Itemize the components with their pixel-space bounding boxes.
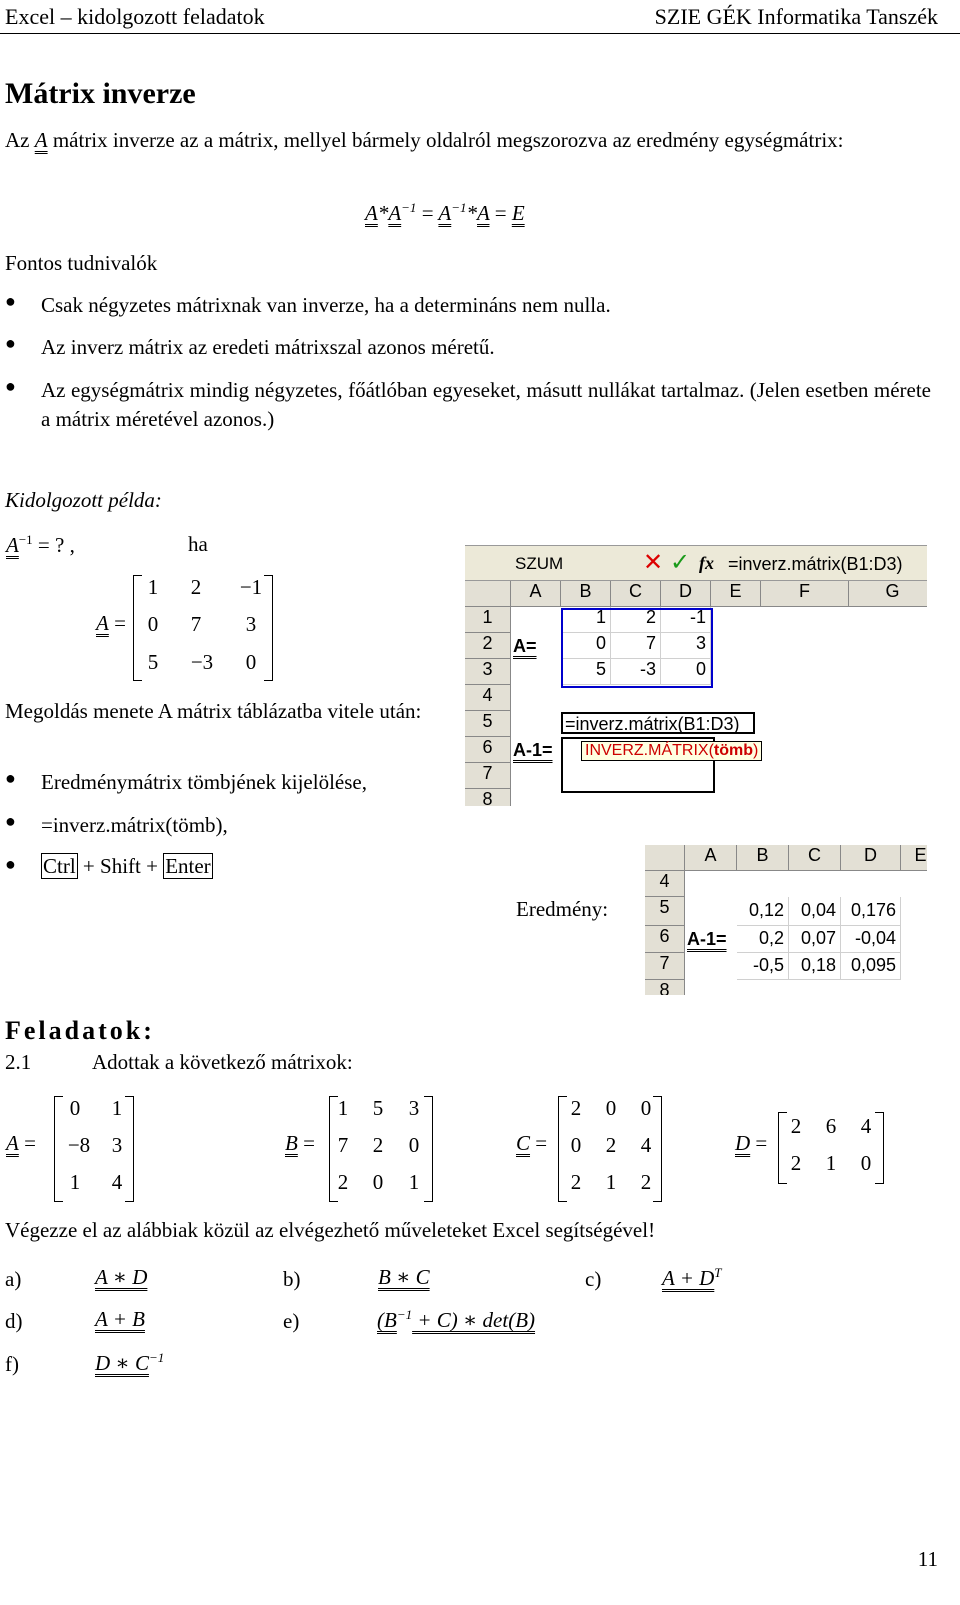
matrix-cell: 4: [640, 1133, 652, 1157]
matrix-cell: 2: [372, 1133, 384, 1157]
keys-middle: + Shift +: [77, 854, 164, 878]
task-matrix-b-name: B: [285, 1131, 298, 1155]
main-formula: [365, 200, 525, 226]
task-matrix-c-name: C: [516, 1131, 531, 1155]
row-header[interactable]: 6: [465, 737, 511, 763]
row-header[interactable]: 3: [465, 659, 511, 685]
result-cell[interactable]: 0,07: [789, 926, 841, 953]
row-header[interactable]: 8: [465, 789, 511, 806]
f-a4: A: [477, 201, 490, 225]
solution-step-1: Eredménymátrix tömbjének kijelölése,: [41, 770, 367, 794]
matrix-a-label: A =: [96, 611, 126, 635]
op-label: c): [585, 1267, 602, 1291]
f-e: E: [511, 201, 525, 225]
matrix-cell: 1: [147, 575, 159, 599]
matrix-cell: 2: [570, 1170, 582, 1194]
solution-step-3: [41, 852, 213, 881]
result-cell[interactable]: 0,04: [789, 897, 841, 926]
question-formula: [6, 532, 75, 558]
row-header[interactable]: 1: [465, 607, 511, 633]
task-matrix-a-label: A =: [6, 1131, 36, 1155]
tooltip-post: ): [753, 742, 759, 759]
example-title: Kidolgozott példa:: [5, 488, 162, 512]
row-header[interactable]: 6: [645, 926, 685, 953]
op-label: a): [5, 1267, 22, 1291]
matrix-cell: −3: [190, 650, 214, 674]
row-header[interactable]: 7: [465, 763, 511, 789]
result-cell[interactable]: 0,18: [789, 953, 841, 980]
header-left: Excel – kidolgozott feladatok: [5, 4, 265, 29]
range-highlight: [561, 608, 713, 688]
fx-icon[interactable]: fx: [699, 553, 714, 573]
result-label: Eredmény:: [516, 897, 609, 921]
q-lhs: A: [6, 533, 19, 557]
result-cell[interactable]: 0,176: [841, 897, 901, 926]
intro-paragraph: [5, 126, 935, 155]
op-expr-d: [95, 1307, 145, 1332]
op-expr-f: [95, 1350, 164, 1376]
cell-d2[interactable]: 3: [661, 633, 711, 659]
intro-pre: Az: [5, 128, 30, 152]
bullet-3: Az egységmátrix mindig négyzetes, főátlóban egyeseket, másutt nullákat tartalmaz. (Jelen esetben mérete a mátrix méretével azonos.): [41, 378, 931, 431]
matrix-cell: 4: [111, 1170, 123, 1194]
op-expr: B ∗ C: [378, 1265, 430, 1289]
ainv-label-text: A-1=: [513, 740, 553, 760]
matrix-a-example: [133, 570, 273, 680]
op-expr: (B: [377, 1308, 397, 1332]
matrix-cell: −8: [67, 1133, 91, 1157]
f-a3: A: [438, 201, 452, 225]
row-header[interactable]: 4: [645, 871, 685, 897]
row-header[interactable]: 7: [645, 953, 685, 980]
q-exp: −1: [18, 532, 33, 547]
op-expr2: + C) ∗ det(B): [412, 1308, 536, 1332]
op-sup: T: [714, 1265, 722, 1280]
cell-c2[interactable]: 7: [611, 633, 661, 659]
cell-c1[interactable]: 2: [611, 607, 661, 633]
cell-b3[interactable]: 5: [561, 659, 611, 685]
task-number: 2.1: [5, 1050, 32, 1074]
intro-var: A: [34, 128, 48, 152]
result-cell[interactable]: -0,04: [841, 926, 901, 953]
matrix-cell: 1: [825, 1151, 837, 1175]
tooltip-arg: tömb: [713, 742, 753, 759]
a-label-text: A=: [513, 636, 537, 656]
f-eq2: =: [494, 201, 507, 225]
op-expr: A + B: [95, 1307, 145, 1331]
matrix-cell: 1: [111, 1096, 123, 1120]
ainv-label-text: A-1=: [687, 929, 727, 949]
row-header[interactable]: 4: [465, 685, 511, 711]
page-number: 11: [917, 1547, 938, 1571]
matrix-cell: 2: [790, 1114, 802, 1138]
namebox[interactable]: SZUM: [515, 554, 564, 573]
matrix-cell: 1: [69, 1170, 81, 1194]
op-expr-b: [378, 1265, 430, 1290]
col-header[interactable]: B: [561, 581, 611, 607]
col-header[interactable]: E: [711, 581, 761, 607]
enter-icon[interactable]: ✓: [670, 549, 691, 576]
task-matrix-b: [329, 1092, 433, 1202]
col-header[interactable]: B: [737, 845, 789, 871]
matrix-cell: 2: [570, 1096, 582, 1120]
matrix-cell: 1: [408, 1170, 420, 1194]
a-label-cell[interactable]: [513, 636, 537, 657]
op-sup: −1: [148, 1350, 165, 1365]
op-expr: D ∗ C: [95, 1351, 149, 1375]
matrix-cell: 3: [408, 1096, 420, 1120]
bullet-dot: ●: [5, 768, 16, 788]
excel-screenshot-1: [465, 545, 927, 806]
matrix-cell: 2: [190, 575, 202, 599]
col-header[interactable]: D: [661, 581, 711, 607]
matrix-cell: 2: [605, 1133, 617, 1157]
cancel-icon[interactable]: ✕: [643, 549, 664, 576]
function-tooltip: [581, 741, 762, 761]
matrix-cell: 0: [408, 1133, 420, 1157]
col-header[interactable]: C: [611, 581, 661, 607]
task-matrix-d-name: D: [735, 1131, 751, 1155]
matrix-cell: 5: [147, 650, 159, 674]
cell-b2[interactable]: 0: [561, 633, 611, 659]
matrix-cell: 0: [69, 1096, 81, 1120]
task-matrix-c: [558, 1092, 662, 1202]
matrix-cell: 4: [860, 1114, 872, 1138]
ainv-label-cell[interactable]: [513, 740, 553, 761]
op-expr-e: [377, 1307, 535, 1333]
op-expr: A ∗ D: [95, 1265, 148, 1289]
matrix-cell: 1: [337, 1096, 349, 1120]
f-exp2: −1: [451, 200, 467, 215]
col-header[interactable]: A: [685, 845, 737, 871]
notes-heading: Fontos tudnivalók: [5, 251, 158, 275]
row-header[interactable]: 5: [465, 711, 511, 737]
task-matrix-a: [54, 1092, 134, 1202]
instruction-text: Végezze el az alábbiak közül az elvégezhető műveleteket Excel segítségével!: [5, 1218, 656, 1242]
f-a1: A: [365, 201, 378, 225]
task-matrix-a-name: A: [6, 1131, 19, 1155]
cell-b1[interactable]: 1: [561, 607, 611, 633]
col-header[interactable]: F: [761, 581, 849, 607]
cell-d3[interactable]: 0: [661, 659, 711, 685]
task-matrix-b-label: B =: [285, 1131, 315, 1155]
matrix-cell: 0: [860, 1151, 872, 1175]
matrix-a-name: A: [96, 611, 109, 635]
header-right: SZIE GÉK Informatika Tanszék: [654, 4, 938, 29]
row-header[interactable]: 5: [645, 897, 685, 926]
result-cell[interactable]: 0,2: [737, 926, 789, 953]
row-header[interactable]: 2: [465, 633, 511, 659]
task-matrix-d: [778, 1110, 884, 1184]
col-header[interactable]: E: [901, 845, 927, 871]
col-header[interactable]: A: [511, 581, 561, 607]
result-cell[interactable]: 0,12: [737, 897, 789, 926]
op-label: d): [5, 1309, 23, 1333]
task-matrix-c-label: C =: [516, 1131, 548, 1155]
solution-step-2: =inverz.mátrix(tömb),: [41, 813, 228, 837]
task-text: Adottak a következő mátrixok:: [92, 1050, 353, 1074]
matrix-cell: 0: [372, 1170, 384, 1194]
matrix-cell: 2: [640, 1170, 652, 1194]
intro-rest: mátrix inverze az a mátrix, mellyel bármely oldalról megszorozva az eredmény egységmátrix:: [52, 128, 844, 152]
op-expr-a: [95, 1265, 147, 1290]
matrix-cell: 0: [147, 612, 159, 636]
cell-c3[interactable]: -3: [611, 659, 661, 685]
bullet-dot: ●: [5, 811, 16, 831]
op-expr: A + D: [662, 1266, 715, 1290]
f-exp1: −1: [401, 200, 417, 215]
result-cell[interactable]: -0,5: [737, 953, 789, 980]
header-divider: [0, 33, 960, 34]
tasks-heading: Feladatok:: [5, 1016, 155, 1045]
col-header[interactable]: G: [849, 581, 927, 607]
q-rest: = ? ,: [37, 533, 75, 557]
cell-d1[interactable]: -1: [661, 607, 711, 633]
bullet-dot: ●: [5, 333, 16, 353]
op-label: e): [283, 1309, 300, 1333]
corner-cell[interactable]: [645, 845, 685, 871]
matrix-cell: −1: [239, 575, 263, 599]
op-label: b): [283, 1267, 301, 1291]
matrix-cell: 1: [605, 1170, 617, 1194]
matrix-cell: 6: [825, 1114, 837, 1138]
bullet-dot: ●: [5, 376, 16, 396]
f-star2: *: [466, 201, 478, 225]
op-sup: −1: [396, 1307, 413, 1322]
ctrl-key: Ctrl: [43, 854, 76, 878]
result-cell[interactable]: 0,095: [841, 953, 901, 980]
matrix-cell: 2: [337, 1170, 349, 1194]
f-a2: A: [388, 201, 402, 225]
matrix-cell: 7: [337, 1133, 349, 1157]
enter-key: Enter: [165, 854, 211, 878]
matrix-cell: 2: [790, 1151, 802, 1175]
tooltip-pre: INVERZ.MÁTRIX(: [585, 742, 714, 759]
matrix-cell: 0: [570, 1133, 582, 1157]
bullet-dot: ●: [5, 854, 16, 874]
ainv-label-cell[interactable]: [687, 929, 727, 950]
f-eq1: =: [421, 201, 434, 225]
formula-text[interactable]: =inverz.mátrix(B1:D3): [728, 554, 903, 574]
bullet-2: Az inverz mátrix az eredeti mátrixszal azonos méretű.: [41, 335, 495, 359]
page-title: Mátrix inverze: [5, 77, 196, 110]
matrix-cell: 3: [111, 1133, 123, 1157]
matrix-cell: 0: [605, 1096, 617, 1120]
question-ha: ha: [188, 532, 208, 556]
bullet-1: Csak négyzetes mátrixnak van inverze, ha a determináns nem nulla.: [41, 293, 611, 317]
matrix-cell: 5: [372, 1096, 384, 1120]
corner-cell[interactable]: [465, 581, 511, 607]
f-star1: *: [377, 201, 389, 225]
task-matrix-d-label: D =: [735, 1131, 768, 1155]
col-header[interactable]: C: [789, 845, 841, 871]
matrix-cell: 0: [245, 650, 257, 674]
solution-text: Megoldás menete A mátrix táblázatba vitele után:: [5, 699, 422, 723]
op-label: f): [5, 1352, 19, 1376]
col-header[interactable]: D: [841, 845, 901, 871]
row-header[interactable]: 8: [645, 980, 685, 995]
editing-cell[interactable]: =inverz.mátrix(B1:D3): [561, 712, 755, 734]
op-expr-c: [662, 1265, 722, 1291]
excel-screenshot-2: [645, 845, 927, 995]
matrix-cell: 3: [245, 612, 257, 636]
matrix-cell: 0: [640, 1096, 652, 1120]
matrix-cell: 7: [190, 612, 202, 636]
bullet-dot: ●: [5, 291, 16, 311]
